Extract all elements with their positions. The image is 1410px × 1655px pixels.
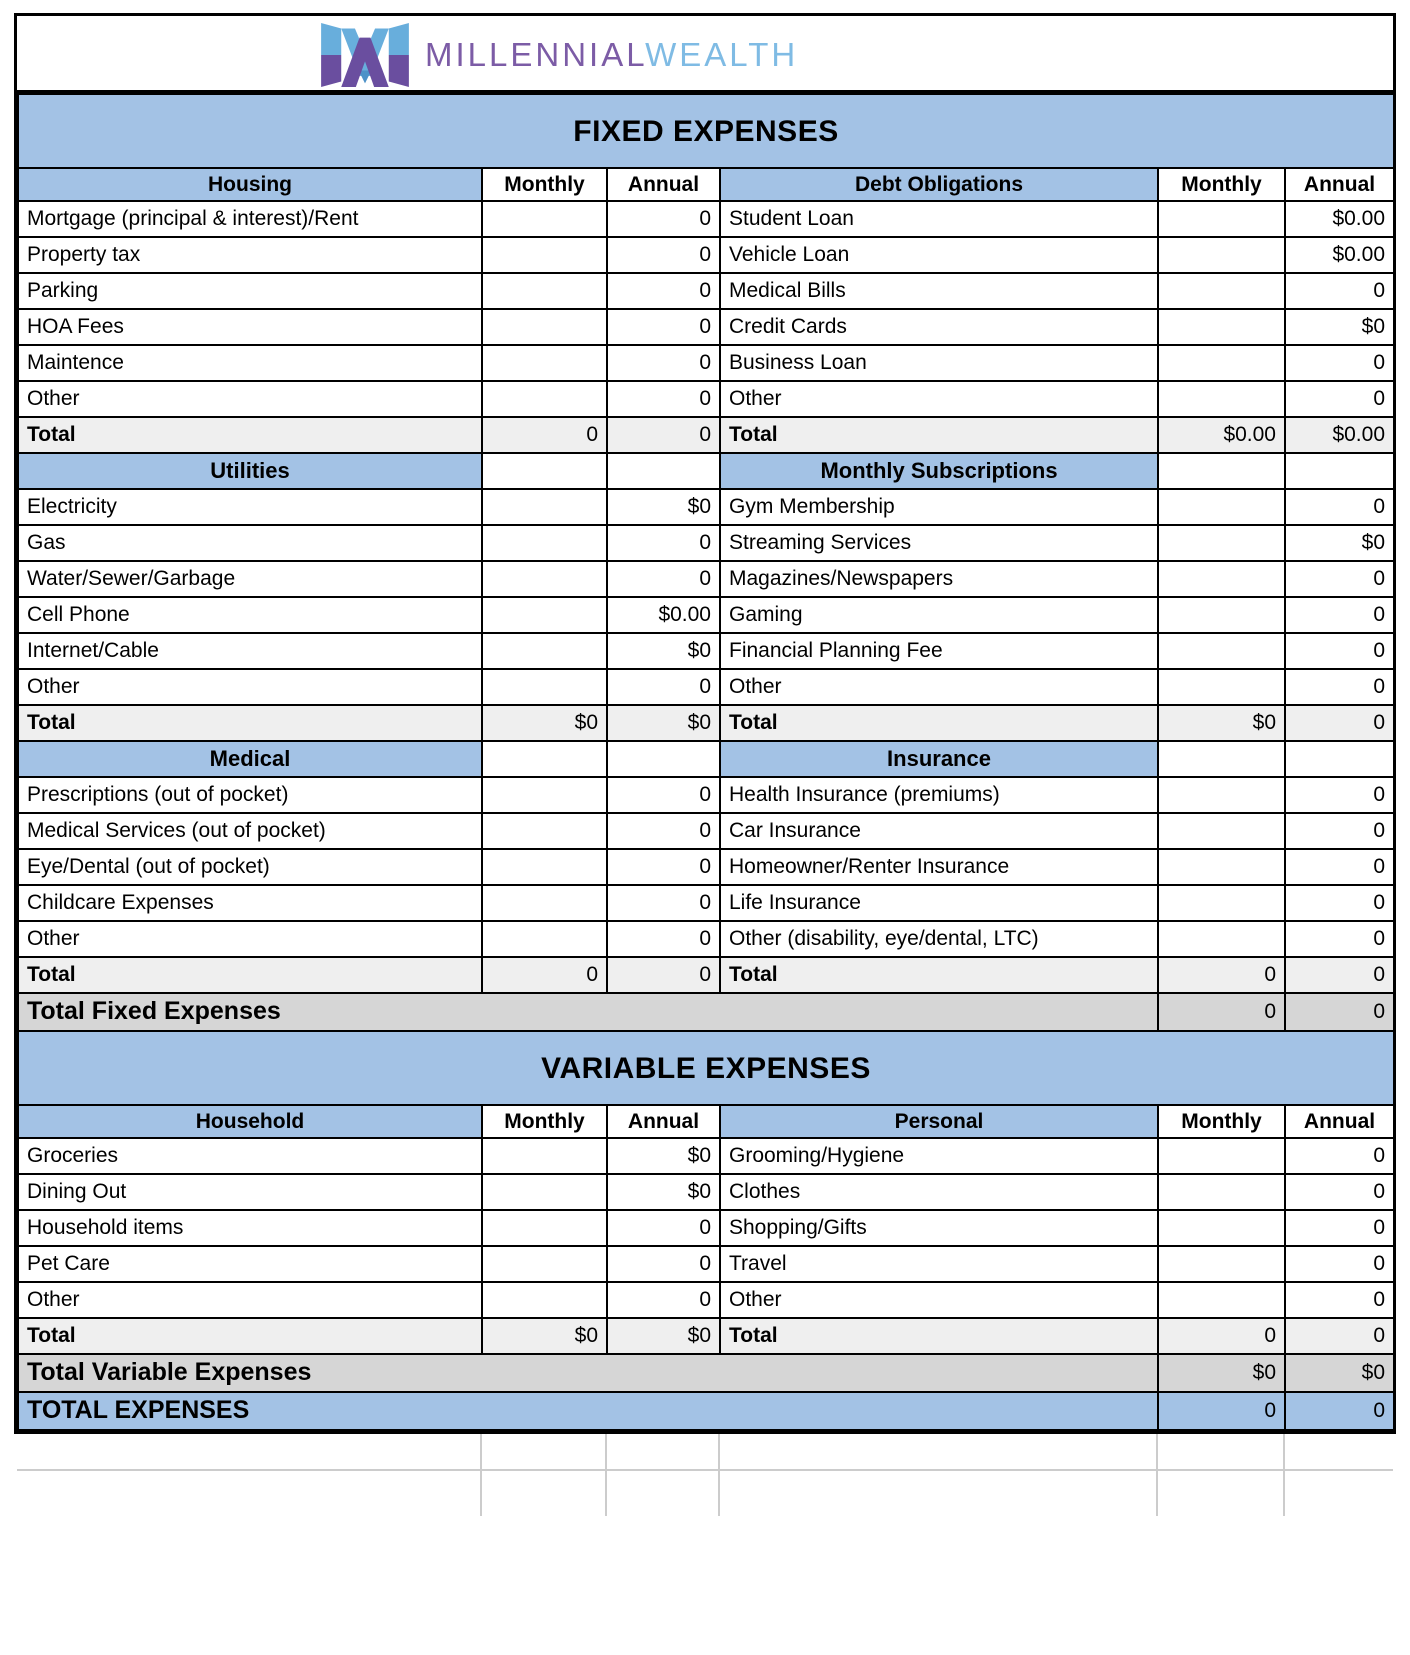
empty-cell[interactable]	[1157, 1470, 1284, 1516]
annual-value-cell[interactable]: 0	[607, 561, 720, 597]
row-item	[18, 777, 1394, 813]
empty-cell[interactable]	[719, 1434, 1157, 1470]
grand-total-monthly-cell[interactable]: $0	[1158, 1354, 1285, 1392]
annual-value-cell[interactable]: $0	[1285, 525, 1394, 561]
monthly-value-cell[interactable]	[482, 489, 607, 525]
column-header-monthly[interactable]: Monthly	[482, 168, 607, 201]
expense-label-cell[interactable]: Homeowner/Renter Insurance	[720, 849, 1158, 885]
expense-label-cell[interactable]: Life Insurance	[720, 885, 1158, 921]
annual-value-cell[interactable]: 0	[607, 813, 720, 849]
annual-value-cell[interactable]: 0	[607, 201, 720, 237]
expense-label-cell[interactable]: Student Loan	[720, 201, 1158, 237]
total-monthly-cell[interactable]: 0	[482, 417, 607, 453]
monthly-value-cell[interactable]	[482, 597, 607, 633]
row-colhead	[18, 168, 1394, 201]
logo-wordmark	[425, 36, 798, 74]
empty-cell[interactable]	[1284, 1470, 1393, 1516]
annual-value-cell[interactable]: 0	[607, 921, 720, 957]
annual-value-cell[interactable]: 0	[1285, 885, 1394, 921]
monthly-value-cell[interactable]	[482, 813, 607, 849]
expense-label-cell[interactable]: Health Insurance (premiums)	[720, 777, 1158, 813]
expense-label-cell[interactable]: Other	[720, 1282, 1158, 1318]
monthly-value-cell[interactable]	[482, 201, 607, 237]
annual-value-cell[interactable]: 0	[1285, 1210, 1394, 1246]
row-item	[18, 489, 1394, 525]
monthly-value-cell[interactable]	[482, 1246, 607, 1282]
total-annual-cell[interactable]: $0.00	[1285, 417, 1394, 453]
row-grand_blue	[18, 1392, 1394, 1430]
row-item	[18, 237, 1394, 273]
expense-label-cell[interactable]: Vehicle Loan	[720, 237, 1158, 273]
category-header[interactable]: Utilities	[18, 453, 482, 489]
monthly-value-cell[interactable]	[482, 849, 607, 885]
total-label-cell[interactable]: Total	[720, 705, 1158, 741]
column-group-header[interactable]: Household	[18, 1105, 482, 1138]
category-header[interactable]: Medical	[18, 741, 482, 777]
row-item	[18, 1246, 1394, 1282]
grand-total-annual-cell[interactable]: $0	[1285, 1354, 1394, 1392]
spacer-cell[interactable]	[1158, 453, 1285, 489]
annual-value-cell[interactable]: 0	[607, 669, 720, 705]
expense-label-cell[interactable]: Gaming	[720, 597, 1158, 633]
expense-label-cell[interactable]: Water/Sewer/Garbage	[18, 561, 482, 597]
expense-label-cell[interactable]: Gym Membership	[720, 489, 1158, 525]
expense-label-cell[interactable]: Electricity	[18, 489, 482, 525]
row-total	[18, 417, 1394, 453]
expense-label-cell[interactable]: Other (disability, eye/dental, LTC)	[720, 921, 1158, 957]
annual-value-cell[interactable]: 0	[1285, 1174, 1394, 1210]
category-header[interactable]: Insurance	[720, 741, 1158, 777]
empty-cell[interactable]	[1284, 1434, 1393, 1470]
grand-total-label-cell[interactable]: Total Variable Expenses	[18, 1354, 1158, 1392]
monthly-value-cell[interactable]	[482, 633, 607, 669]
millennial-wealth-logo	[319, 23, 798, 87]
empty-cell[interactable]	[606, 1470, 719, 1516]
total-monthly-cell[interactable]: $0	[482, 1318, 607, 1354]
logo-brand-millennial: MILLENNIAL	[425, 36, 646, 73]
spacer-cell[interactable]	[1158, 741, 1285, 777]
expenses-table	[17, 93, 1395, 1431]
row-item	[18, 201, 1394, 237]
monthly-value-cell[interactable]	[482, 309, 607, 345]
empty-cell[interactable]	[719, 1470, 1157, 1516]
annual-value-cell[interactable]: 0	[1285, 489, 1394, 525]
annual-value-cell[interactable]: 0	[607, 309, 720, 345]
annual-value-cell[interactable]: $0	[607, 633, 720, 669]
expense-label-cell[interactable]: Dining Out	[18, 1174, 482, 1210]
row-item	[18, 345, 1394, 381]
column-header-annual[interactable]: Annual	[1285, 1105, 1394, 1138]
monthly-value-cell[interactable]	[482, 1138, 607, 1174]
monthly-value-cell[interactable]	[1158, 345, 1285, 381]
total-label-cell[interactable]: Total	[720, 1318, 1158, 1354]
expense-label-cell[interactable]: Cell Phone	[18, 597, 482, 633]
annual-value-cell[interactable]: 0	[607, 1282, 720, 1318]
annual-value-cell[interactable]: 0	[1285, 381, 1394, 417]
row-item	[18, 885, 1394, 921]
expense-label-cell[interactable]: Car Insurance	[720, 813, 1158, 849]
expense-label-cell[interactable]: Shopping/Gifts	[720, 1210, 1158, 1246]
total-monthly-cell[interactable]: $0.00	[1158, 417, 1285, 453]
annual-value-cell[interactable]: 0	[607, 777, 720, 813]
expense-label-cell[interactable]: Travel	[720, 1246, 1158, 1282]
monthly-value-cell[interactable]	[482, 669, 607, 705]
column-header-monthly[interactable]: Monthly	[482, 1105, 607, 1138]
annual-value-cell[interactable]: 0	[1285, 921, 1394, 957]
expense-label-cell[interactable]: Household items	[18, 1210, 482, 1246]
expense-label-cell[interactable]: Prescriptions (out of pocket)	[18, 777, 482, 813]
row-item	[18, 525, 1394, 561]
expense-label-cell[interactable]: Grooming/Hygiene	[720, 1138, 1158, 1174]
annual-value-cell[interactable]: $0.00	[1285, 201, 1394, 237]
monthly-value-cell[interactable]	[482, 237, 607, 273]
monthly-value-cell[interactable]	[1158, 849, 1285, 885]
total-monthly-cell[interactable]: $0	[482, 705, 607, 741]
column-header-annual[interactable]: Annual	[607, 168, 720, 201]
section-band-title[interactable]: FIXED EXPENSES	[18, 94, 1394, 168]
row-item	[18, 813, 1394, 849]
column-header-monthly[interactable]: Monthly	[1158, 168, 1285, 201]
row-item	[18, 1174, 1394, 1210]
section-band-title[interactable]: VARIABLE EXPENSES	[18, 1031, 1394, 1105]
total-label-cell[interactable]: Total	[18, 957, 482, 993]
expense-label-cell[interactable]: Childcare Expenses	[18, 885, 482, 921]
annual-value-cell[interactable]: 0	[1285, 777, 1394, 813]
monthly-value-cell[interactable]	[1158, 273, 1285, 309]
annual-value-cell[interactable]: 0	[607, 1210, 720, 1246]
spacer-cell[interactable]	[1285, 741, 1394, 777]
row-total	[18, 957, 1394, 993]
empty-cell[interactable]	[17, 1470, 481, 1516]
spacer-cell[interactable]	[482, 741, 607, 777]
monthly-value-cell[interactable]	[1158, 525, 1285, 561]
expense-label-cell[interactable]: Other	[18, 381, 482, 417]
expense-label-cell[interactable]: Eye/Dental (out of pocket)	[18, 849, 482, 885]
monthly-value-cell[interactable]	[1158, 201, 1285, 237]
total-annual-cell[interactable]: 0	[607, 957, 720, 993]
column-header-annual[interactable]: Annual	[1285, 168, 1394, 201]
monthly-value-cell[interactable]	[482, 1210, 607, 1246]
annual-value-cell[interactable]: $0	[1285, 309, 1394, 345]
expense-label-cell[interactable]: Groceries	[18, 1138, 482, 1174]
monthly-value-cell[interactable]	[1158, 633, 1285, 669]
row-item	[18, 561, 1394, 597]
total-label-cell[interactable]: Total	[720, 417, 1158, 453]
expense-label-cell[interactable]: HOA Fees	[18, 309, 482, 345]
annual-value-cell[interactable]: 0	[607, 237, 720, 273]
monthly-value-cell[interactable]	[482, 381, 607, 417]
row-item	[18, 597, 1394, 633]
monthly-value-cell[interactable]	[482, 1282, 607, 1318]
row-item	[18, 273, 1394, 309]
annual-value-cell[interactable]: $0	[607, 489, 720, 525]
column-header-monthly[interactable]: Monthly	[1158, 1105, 1285, 1138]
expense-label-cell[interactable]: Magazines/Newspapers	[720, 561, 1158, 597]
annual-value-cell[interactable]: 0	[1285, 1282, 1394, 1318]
row-grand	[18, 1354, 1394, 1392]
row-item	[18, 849, 1394, 885]
budget-spreadsheet	[14, 13, 1396, 1434]
total-label-cell[interactable]: Total	[18, 1318, 482, 1354]
expense-label-cell[interactable]: Medical Bills	[720, 273, 1158, 309]
spacer-cell[interactable]	[607, 741, 720, 777]
annual-value-cell[interactable]: 0	[1285, 813, 1394, 849]
row-item	[18, 921, 1394, 957]
annual-value-cell[interactable]: 0	[1285, 633, 1394, 669]
monthly-value-cell[interactable]	[1158, 669, 1285, 705]
annual-value-cell[interactable]: 0	[1285, 345, 1394, 381]
expense-label-cell[interactable]: Other	[18, 921, 482, 957]
expense-label-cell[interactable]: Other	[18, 669, 482, 705]
expense-label-cell[interactable]: Internet/Cable	[18, 633, 482, 669]
grand-total-annual-cell[interactable]: 0	[1285, 993, 1394, 1031]
column-group-header[interactable]: Debt Obligations	[720, 168, 1158, 201]
row-item	[18, 381, 1394, 417]
spacer-cell[interactable]	[607, 453, 720, 489]
total-annual-cell[interactable]: 0	[607, 417, 720, 453]
monthly-value-cell[interactable]	[482, 921, 607, 957]
expense-label-cell[interactable]: Gas	[18, 525, 482, 561]
row-grouphead	[18, 453, 1394, 489]
row-total	[18, 1318, 1394, 1354]
mw-monogram-icon	[319, 23, 411, 87]
empty-cell[interactable]	[17, 1434, 481, 1470]
column-group-header[interactable]: Personal	[720, 1105, 1158, 1138]
annual-value-cell[interactable]: $0	[607, 1138, 720, 1174]
expense-label-cell[interactable]: Financial Planning Fee	[720, 633, 1158, 669]
annual-value-cell[interactable]: 0	[607, 525, 720, 561]
row-item	[18, 669, 1394, 705]
monthly-value-cell[interactable]	[1158, 1174, 1285, 1210]
row-colhead	[18, 1105, 1394, 1138]
spacer-cell[interactable]	[482, 453, 607, 489]
empty-cell[interactable]	[481, 1434, 606, 1470]
monthly-value-cell[interactable]	[1158, 597, 1285, 633]
monthly-value-cell[interactable]	[482, 345, 607, 381]
expense-label-cell[interactable]: Credit Cards	[720, 309, 1158, 345]
monthly-value-cell[interactable]	[482, 777, 607, 813]
row-item	[18, 1282, 1394, 1318]
expense-label-cell[interactable]: Parking	[18, 273, 482, 309]
row-total	[18, 705, 1394, 741]
total-label-cell[interactable]: Total	[18, 417, 482, 453]
monthly-value-cell[interactable]	[1158, 237, 1285, 273]
empty-cell[interactable]	[481, 1470, 606, 1516]
grand-total-label-cell[interactable]: Total Fixed Expenses	[18, 993, 1158, 1031]
total-annual-cell[interactable]: 0	[1285, 705, 1394, 741]
monthly-value-cell[interactable]	[482, 885, 607, 921]
grand-total-monthly-cell[interactable]: 0	[1158, 993, 1285, 1031]
monthly-value-cell[interactable]	[1158, 489, 1285, 525]
empty-cell[interactable]	[606, 1434, 719, 1470]
total-label-cell[interactable]: Total	[720, 957, 1158, 993]
expense-label-cell[interactable]: Streaming Services	[720, 525, 1158, 561]
monthly-value-cell[interactable]	[482, 525, 607, 561]
monthly-value-cell[interactable]	[1158, 1210, 1285, 1246]
total-annual-cell[interactable]: $0	[607, 1318, 720, 1354]
annual-value-cell[interactable]: 0	[607, 885, 720, 921]
row-item	[18, 1210, 1394, 1246]
annual-value-cell[interactable]: 0	[607, 273, 720, 309]
row-empty	[17, 1470, 1393, 1516]
monthly-value-cell[interactable]	[1158, 1282, 1285, 1318]
total-annual-cell[interactable]: $0	[607, 705, 720, 741]
total-monthly-cell[interactable]: 0	[1158, 1318, 1285, 1354]
total-label-cell[interactable]: Total	[18, 705, 482, 741]
annual-value-cell[interactable]: 0	[1285, 597, 1394, 633]
monthly-value-cell[interactable]	[1158, 885, 1285, 921]
expense-label-cell[interactable]: Medical Services (out of pocket)	[18, 813, 482, 849]
expense-label-cell[interactable]: Clothes	[720, 1174, 1158, 1210]
logo-brand-wealth: WEALTH	[645, 36, 799, 73]
monthly-value-cell[interactable]	[482, 1174, 607, 1210]
annual-value-cell[interactable]: 0	[607, 849, 720, 885]
annual-value-cell[interactable]: 0	[607, 1246, 720, 1282]
total-monthly-cell[interactable]: 0	[482, 957, 607, 993]
row-band	[18, 94, 1394, 168]
annual-value-cell[interactable]: 0	[607, 345, 720, 381]
annual-value-cell[interactable]: 0	[1285, 1138, 1394, 1174]
total-monthly-cell[interactable]: $0	[1158, 705, 1285, 741]
grand-total-monthly-cell[interactable]: 0	[1158, 1392, 1285, 1430]
annual-value-cell[interactable]: $0.00	[607, 597, 720, 633]
expense-label-cell[interactable]: Other	[720, 669, 1158, 705]
monthly-value-cell[interactable]	[1158, 309, 1285, 345]
annual-value-cell[interactable]: 0	[607, 381, 720, 417]
empty-cell[interactable]	[1157, 1434, 1284, 1470]
column-group-header[interactable]: Housing	[18, 168, 482, 201]
monthly-value-cell[interactable]	[1158, 561, 1285, 597]
annual-value-cell[interactable]: $0.00	[1285, 237, 1394, 273]
row-item	[18, 1138, 1394, 1174]
row-empty	[17, 1434, 1393, 1470]
expense-label-cell[interactable]: Mortgage (principal & interest)/Rent	[18, 201, 482, 237]
annual-value-cell[interactable]: 0	[1285, 1246, 1394, 1282]
monthly-value-cell[interactable]	[1158, 921, 1285, 957]
expense-label-cell[interactable]: Pet Care	[18, 1246, 482, 1282]
expense-label-cell[interactable]: Property tax	[18, 237, 482, 273]
expense-label-cell[interactable]: Business Loan	[720, 345, 1158, 381]
logo-band	[17, 16, 1393, 93]
annual-value-cell[interactable]: 0	[1285, 849, 1394, 885]
empty-grid-rows	[17, 1434, 1393, 1516]
grand-total-annual-cell[interactable]: 0	[1285, 1392, 1394, 1430]
total-monthly-cell[interactable]: 0	[1158, 957, 1285, 993]
monthly-value-cell[interactable]	[482, 273, 607, 309]
expense-label-cell[interactable]: Other	[18, 1282, 482, 1318]
monthly-value-cell[interactable]	[1158, 813, 1285, 849]
row-grand	[18, 993, 1394, 1031]
category-header[interactable]: Monthly Subscriptions	[720, 453, 1158, 489]
monthly-value-cell[interactable]	[1158, 1246, 1285, 1282]
total-annual-cell[interactable]: 0	[1285, 957, 1394, 993]
spacer-cell[interactable]	[1285, 453, 1394, 489]
column-header-annual[interactable]: Annual	[607, 1105, 720, 1138]
monthly-value-cell[interactable]	[1158, 1138, 1285, 1174]
monthly-value-cell[interactable]	[1158, 777, 1285, 813]
annual-value-cell[interactable]: 0	[1285, 669, 1394, 705]
annual-value-cell[interactable]: 0	[1285, 273, 1394, 309]
annual-value-cell[interactable]: $0	[607, 1174, 720, 1210]
grand-total-label-cell[interactable]: TOTAL EXPENSES	[18, 1392, 1158, 1430]
monthly-value-cell[interactable]	[1158, 381, 1285, 417]
expense-label-cell[interactable]: Other	[720, 381, 1158, 417]
row-item	[18, 309, 1394, 345]
expense-label-cell[interactable]: Maintence	[18, 345, 482, 381]
total-annual-cell[interactable]: 0	[1285, 1318, 1394, 1354]
annual-value-cell[interactable]: 0	[1285, 561, 1394, 597]
row-grouphead	[18, 741, 1394, 777]
monthly-value-cell[interactable]	[482, 561, 607, 597]
row-band	[18, 1031, 1394, 1105]
row-item	[18, 633, 1394, 669]
